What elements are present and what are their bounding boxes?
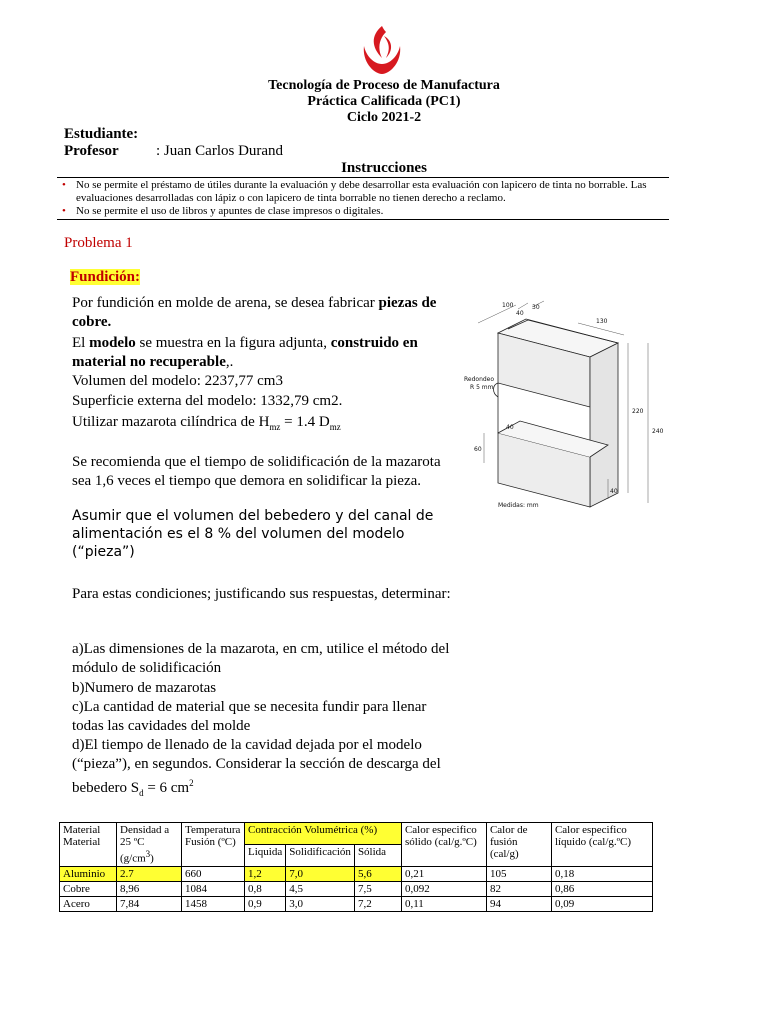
paragraph-conditions: Para estas condiciones; justificando sus respuestas, determinar: — [72, 586, 451, 602]
header-fusion-heat: Calor de fusión (cal/g) — [486, 823, 551, 867]
problem-title: Problema 1 — [64, 235, 133, 251]
dim-label: 40 — [610, 488, 618, 495]
header-material: Material Material — [60, 823, 117, 867]
model-volume: Volumen del modelo: 2237,77 cm3 — [72, 373, 283, 389]
dim-label: 40 — [516, 310, 524, 317]
table-row: Acero 7,84 1458 0,9 3,0 7,2 0,11 94 0,09 — [60, 896, 653, 911]
table-header-row — [60, 823, 653, 845]
header-density: Densidad a 25 ºC $(g/cm^3)$ — [117, 823, 182, 867]
dim-label: 40 — [506, 424, 514, 431]
dim-label: 220 — [632, 408, 644, 415]
question-b: b)Numero de mazarotas — [72, 680, 217, 696]
header-liquid-heat: Calor especifico líquido (cal/g.ºC) — [551, 823, 652, 867]
university-logo-icon — [354, 22, 410, 78]
instruction-item: • No se permite el préstamo de útiles durante la evaluación y debe desarrollar esta evaluación con lapicero de tinta no borrable. Las evaluaciones desarrolladas con lápiz o con lapicero de tinta borrable no tienen derecho a reclamo. — [62, 179, 647, 204]
header-solid: Sólida — [354, 844, 401, 866]
paragraph-recommend: Se recomienda que el tiempo de solidificación de la mazarota sea 1,6 veces el tiempo que demora en solidificar la pieza. — [72, 454, 441, 489]
dim-label: 60 — [474, 446, 482, 453]
document-title: Tecnología de Proceso de Manufactura — [268, 78, 500, 93]
dim-label: 100 — [502, 302, 514, 309]
document-subtitle: Práctica Calificada (PC1) — [307, 94, 461, 109]
paragraph-model: El modelo se muestra en la figura adjunta, construido en material no recuperable,. — [72, 335, 418, 370]
paragraph-assume: Asumir que el volumen del bebedero y del canal de alimentación es el 8 % del volumen del modelo (“pieza”) — [72, 508, 434, 560]
dim-label: Medidas: mm — [498, 502, 539, 509]
header-solid-heat: Calor especifico sólido (cal/g.ºC) — [401, 823, 486, 867]
dim-label: 240 — [652, 428, 664, 435]
materials-table — [59, 822, 653, 912]
divider-top — [57, 177, 669, 178]
model-surface: Superficie externa del modelo: 1332,79 cm2. — [72, 393, 343, 409]
dim-label: R 5 mm — [470, 384, 494, 391]
question-a: a)Las dimensiones de la mazarota, en cm, utilice el método del módulo de solidificación — [72, 641, 450, 676]
riser-relation: Utilizar mazarota cilíndrica de $H_{mz} = 1.4$ $D_{mz}$ — [72, 414, 341, 432]
section-title: Fundición: — [70, 269, 141, 285]
dim-label: 130 — [596, 318, 608, 325]
model-isometric-figure — [458, 293, 668, 513]
student-label: Estudiante: — [64, 126, 139, 142]
header-shrinkage: Contracción Volumétrica (%) — [245, 823, 402, 845]
header-liquid: Liquida — [245, 844, 286, 866]
professor-name: : Juan Carlos Durand — [156, 143, 284, 159]
divider-bottom — [57, 219, 669, 220]
instructions-heading: Instrucciones — [341, 160, 427, 176]
question-c: c)La cantidad de material que se necesita fundir para llenar todas las cavidades del molde — [72, 699, 427, 734]
paragraph-intro: Por fundición en molde de arena, se desea fabricar piezas de cobre. — [72, 295, 437, 330]
table-row: Aluminio 2.7 660 1,2 7,0 5,6 0,21 105 0,18 — [60, 866, 653, 881]
question-d: d)El tiempo de llenado de la cavidad dejada por el modelo (“pieza”), en segundos. Considerar la sección de descarga del bebedero $S_d = 6$ $cm^2$ — [72, 737, 441, 798]
table-row: Cobre 8,96 1084 0,8 4,5 7,5 0,092 82 0,86 — [60, 881, 653, 896]
dim-label: 30 — [532, 304, 540, 311]
professor-label: Profesor — [64, 143, 119, 159]
header-melt-temp: Temperatura Fusión (ºC) — [182, 823, 245, 867]
instruction-item: • No se permite el uso de libros y apuntes de clase impresos o digitales. — [62, 205, 384, 217]
document-cycle: Ciclo 2021-2 — [346, 110, 422, 125]
dim-label: Redondeo — [464, 376, 495, 383]
header-solidification: Solidificación — [286, 844, 355, 866]
